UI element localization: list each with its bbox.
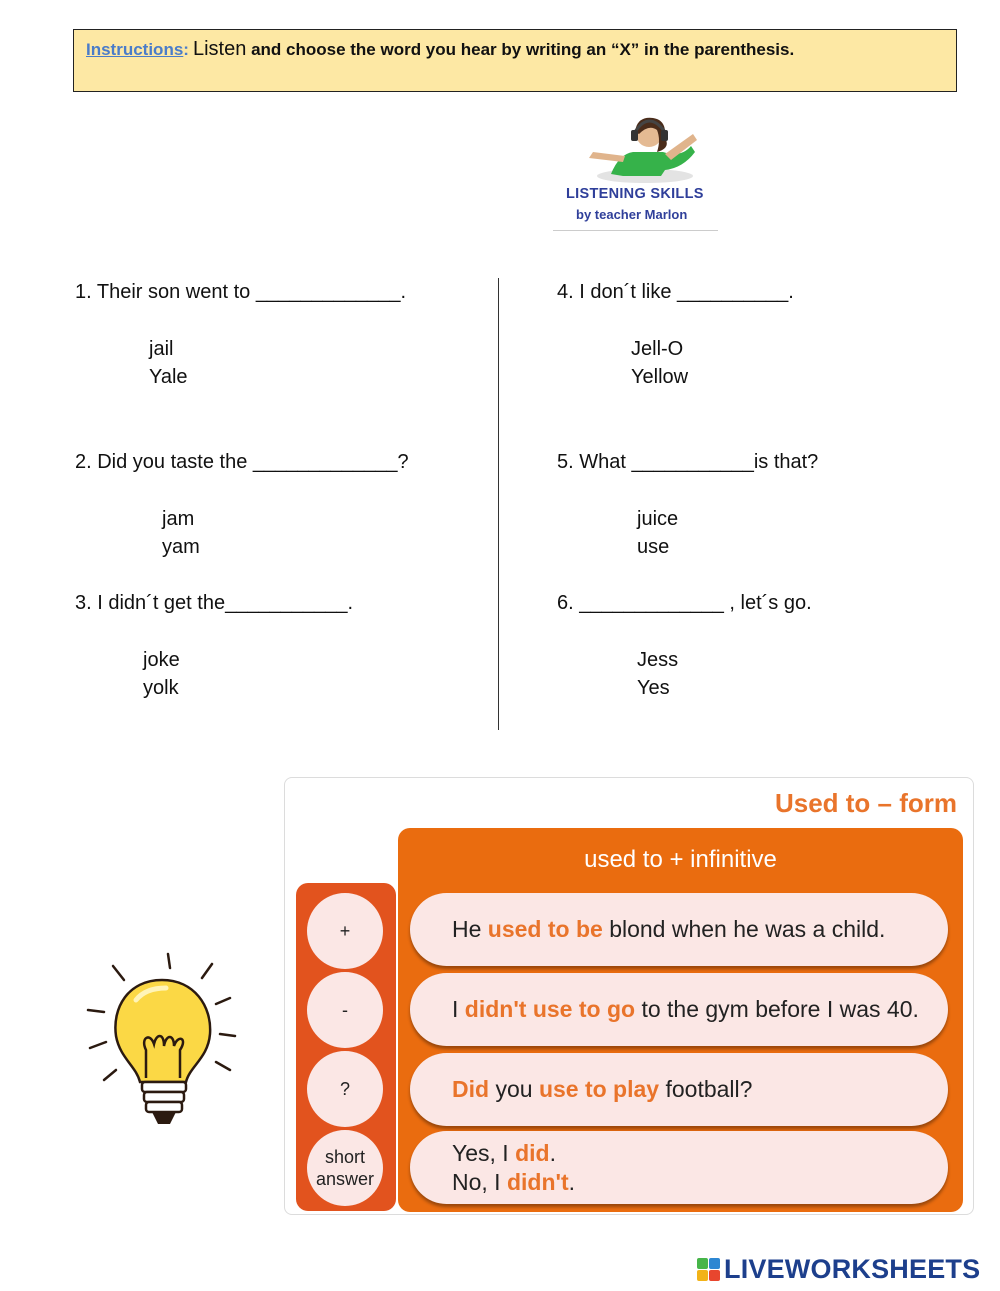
option-yolk[interactable]: yolk <box>143 677 179 699</box>
logo-title: LISTENING SKILLS <box>566 186 704 202</box>
short-answer-symbol: short answer <box>307 1130 383 1206</box>
instructions-first-word: Listen <box>192 38 247 60</box>
option-jam[interactable]: jam <box>162 508 195 530</box>
question-4: 4. I don´t like __________. <box>557 281 794 303</box>
short-no-a: No, I <box>452 1168 507 1195</box>
option-use[interactable]: use <box>637 536 670 558</box>
short-no-highlight: didn't <box>506 1168 569 1195</box>
question-2: 2. Did you taste the _____________? <box>75 451 409 473</box>
question-5-options <box>637 505 678 561</box>
logo-subtitle: by teacher Marlon <box>576 207 688 222</box>
question-highlight-did: Did <box>452 1076 490 1102</box>
short-yes-c: . <box>549 1139 556 1166</box>
logo-underline <box>553 230 718 231</box>
question-1-options <box>149 335 188 391</box>
negative-text-c: to the gym before I was 40. <box>635 996 919 1022</box>
positive-example-row <box>410 893 948 966</box>
listening-skills-logo <box>553 112 723 232</box>
question-4-options <box>631 335 688 391</box>
question-symbol: ? <box>307 1051 383 1127</box>
short-no-c: . <box>568 1168 576 1195</box>
question-3: 3. I didn´t get the___________. <box>75 592 354 614</box>
negative-symbol: - <box>307 972 383 1048</box>
instructions-box <box>73 29 957 92</box>
liveworksheets-squares-icon <box>697 1258 723 1282</box>
option-jess[interactable]: Jess <box>637 649 679 671</box>
positive-symbol: + <box>307 893 383 969</box>
question-1: 1. Their son went to _____________. <box>75 281 406 303</box>
liveworksheets-logo <box>697 1254 997 1284</box>
short-answer-row <box>410 1131 948 1204</box>
option-yale[interactable]: Yale <box>149 366 188 388</box>
question-6: 6. _____________ , let´s go. <box>557 592 812 614</box>
question-text-end: football? <box>659 1076 753 1102</box>
question-5: 5. What ___________is that? <box>557 451 819 473</box>
option-jell-o[interactable]: Jell-O <box>631 338 684 360</box>
short-answer-yes <box>452 1139 556 1168</box>
question-example-row <box>410 1053 948 1126</box>
question-3-options <box>143 646 180 702</box>
grammar-symbols-panel <box>296 883 396 1211</box>
grammar-panel-header: used to + infinitive <box>584 846 777 873</box>
option-jail[interactable]: jail <box>149 338 174 360</box>
instructions-label: Instructions <box>86 40 184 59</box>
short-answer-no <box>452 1168 575 1197</box>
question-text-you: you <box>489 1076 539 1102</box>
light-bulb-icon <box>80 950 250 1150</box>
instructions-colon: : <box>183 40 189 59</box>
used-to-grammar-box <box>284 777 974 1215</box>
negative-example-row <box>410 973 948 1046</box>
column-divider <box>498 278 499 730</box>
positive-highlight: used to be <box>487 916 603 942</box>
question-highlight-use: use to play <box>538 1076 660 1102</box>
option-yellow[interactable]: Yellow <box>631 366 689 388</box>
short-yes-highlight: did <box>515 1139 550 1166</box>
option-joke[interactable]: joke <box>143 649 180 671</box>
option-yes[interactable]: Yes <box>637 677 670 699</box>
liveworksheets-wordmark: LIVEWORKSHEETS <box>724 1254 981 1284</box>
short-yes-a: Yes, I <box>452 1139 516 1166</box>
headphones-girl-icon <box>553 112 723 184</box>
option-yam[interactable]: yam <box>162 536 200 558</box>
option-juice[interactable]: juice <box>637 508 679 530</box>
positive-text-c: blond when he was a child. <box>602 916 886 942</box>
grammar-title: Used to – form <box>774 788 957 818</box>
grammar-examples-panel <box>398 828 963 1212</box>
question-6-options <box>637 646 678 702</box>
positive-text-a: He <box>452 916 488 942</box>
instructions-text: and choose the word you hear by writing an “X” in the parenthesis. <box>246 40 795 59</box>
negative-highlight: didn't use to go <box>464 996 636 1022</box>
question-2-options <box>162 505 200 561</box>
negative-text-a: I <box>452 996 465 1022</box>
